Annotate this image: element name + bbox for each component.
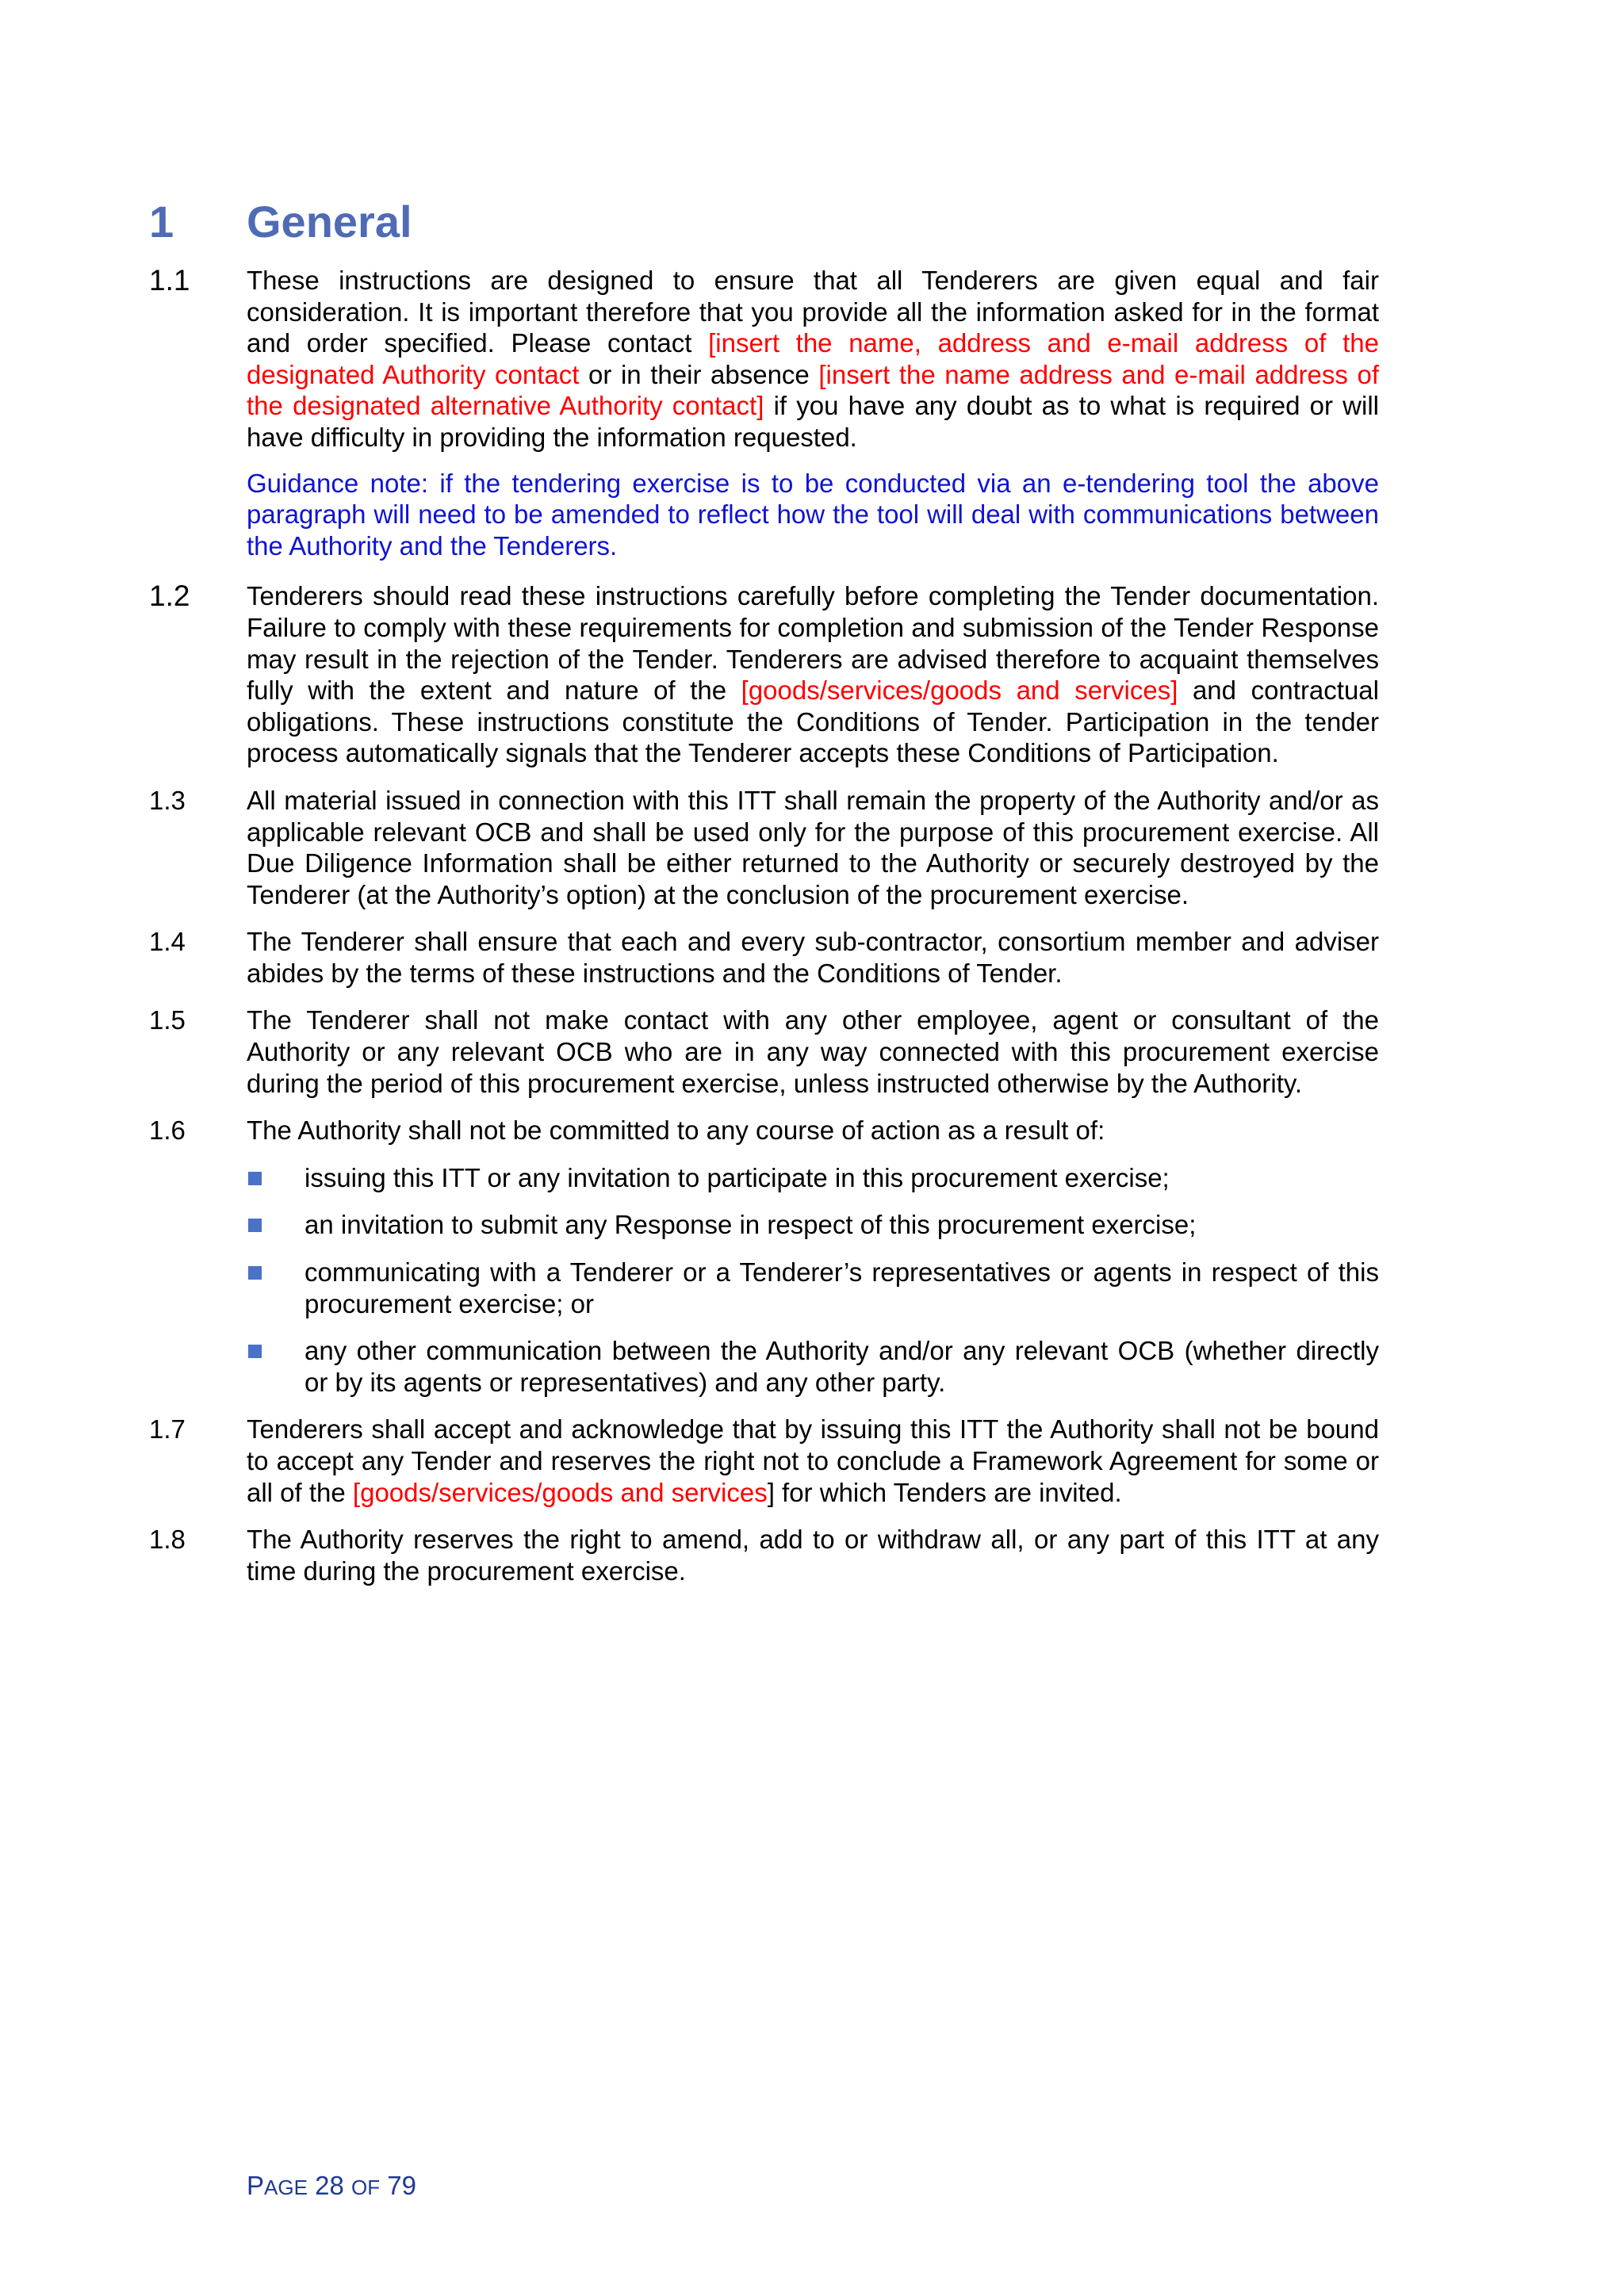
list-item-text: an invitation to submit any Response in respect of this procurement exercise; <box>304 1210 1197 1240</box>
paragraph-number: 1.6 <box>149 1115 186 1146</box>
paragraph-text: All material issued in connection with this ITT shall remain the property of the Authority and/or as applicable relevant OCB and shall be used only for the purpose of this procurement exercise. All Due Diligence Information shall be either returned to the Authority or securely destroyed by the Tenderer (at the Authority’s option) at the conclusion of the procurement exercise. <box>247 785 1379 909</box>
list-item <box>247 1335 1379 1398</box>
text-run: Tenderers shall accept and acknowledge that by issuing this ITT the Authority shall not be bound to accept any Tender and reserves the right not to conclude a Framework Agreement for some or all of the <box>247 1414 1379 1507</box>
paragraph-1-4 <box>149 926 1379 989</box>
square-bullet-icon <box>247 1209 304 1241</box>
placeholder-text: [goods/services/goods and services] <box>741 675 1178 706</box>
paragraph-1-8 <box>149 1524 1379 1586</box>
square-bullet-icon <box>247 1335 304 1398</box>
section-content <box>149 265 1379 1602</box>
paragraph-1-5 <box>149 1004 1379 1099</box>
list-item <box>247 1162 1379 1194</box>
paragraph-1-2 <box>149 580 1379 769</box>
paragraph-1-1 <box>149 265 1379 453</box>
bullet-list <box>247 1162 1379 1399</box>
square-bullet-icon <box>247 1257 304 1319</box>
paragraph-text <box>247 580 1379 769</box>
paragraph-text: The Authority reserves the right to amend, add to or withdraw all, or any part of this ITT at any time during the procurement exercise. <box>247 1525 1379 1586</box>
section-number: 1 <box>149 197 174 247</box>
section-title: General <box>247 197 412 247</box>
text-run: if you have any doubt as to what is required or will have difficulty in providing the information requested. <box>247 391 1379 452</box>
paragraph-number: 1.7 <box>149 1414 186 1445</box>
paragraph-1-3 <box>149 785 1379 910</box>
paragraph-number: 1.3 <box>149 785 186 815</box>
paragraph-number: 1.8 <box>149 1525 186 1555</box>
list-item <box>247 1257 1379 1319</box>
paragraph-1-7 <box>149 1414 1379 1508</box>
total-page-count: 79 <box>387 2171 416 2200</box>
paragraph-text: The Authority shall not be committed to any course of action as a result of: <box>247 1115 1105 1146</box>
paragraph-text <box>247 265 1379 453</box>
text-run: ] for which Tenders are invited. <box>767 1477 1122 1507</box>
paragraph-number: 1.1 <box>149 264 190 297</box>
list-item-text: communicating with a Tenderer or a Tenderer’s representatives or agents in respect of this procurement exercise; or <box>304 1257 1379 1318</box>
footer-page-rest: AGE <box>264 2175 308 2199</box>
paragraph-number: 1.5 <box>149 1005 186 1035</box>
text-run: These instructions are designed to ensure that all Tenderers are given equal and fair consideration. It is important therefore that you provide all the information asked for in the format and order specified. Please contact <box>247 266 1379 358</box>
paragraph-text: The Tenderer shall ensure that each and every sub-contractor, consortium member and adviser abides by the terms of these instructions and the Conditions of Tender. <box>247 927 1379 988</box>
list-item-text: issuing this ITT or any invitation to participate in this procurement exercise; <box>304 1162 1170 1192</box>
text-run: and contractual obligations. These instructions constitute the Conditions of Tender. Participation in the tender process automatically signals that the Tenderer accepts these Conditions of Participation. <box>247 675 1379 768</box>
placeholder-text: [goods/services/goods and services <box>352 1477 768 1507</box>
list-item-text: any other communication between the Authority and/or any relevant OCB (whether directly or by its agents or representatives) and any other party. <box>304 1336 1379 1397</box>
placeholder-text: [insert the name address and e-mail address of the designated alternative Authority contact] <box>247 359 1379 421</box>
footer-page-initial: P <box>247 2171 265 2200</box>
current-page-number: 28 <box>315 2171 344 2200</box>
page-footer <box>247 2170 416 2203</box>
section-heading <box>149 194 412 250</box>
text-run: Tenderers should read these instructions carefully before completing the Tender documentation. Failure to comply with these requirements for completion and submission of the Tender Response may result in the rejection of the Tender. Tenderers are advised therefore to acquaint themselves fully with the extent and nature of the <box>247 581 1379 706</box>
paragraph-text: The Tenderer shall not make contact with any other employee, agent or consultant of the Authority or any relevant OCB who are in any way connected with this procurement exercise during the period of this procurement exercise, unless instructed otherwise by the Authority. <box>247 1005 1379 1098</box>
square-bullet-icon <box>247 1162 304 1194</box>
paragraph-1-6 <box>149 1115 1379 1146</box>
paragraph-number: 1.2 <box>149 580 190 613</box>
paragraph-text <box>247 1414 1379 1508</box>
footer-of: OF <box>351 2175 381 2199</box>
guidance-note: Guidance note: if the tendering exercise is to be conducted via an e-tendering tool the above paragraph will need to be amended to reflect how the tool will deal with communications between the Authority and the Tenderers. <box>247 468 1379 561</box>
text-run: or in their absence <box>579 359 819 389</box>
list-item <box>247 1209 1379 1241</box>
paragraph-number: 1.4 <box>149 927 186 957</box>
placeholder-text: [insert the name, address and e-mail address of the designated Authority contact <box>247 328 1379 389</box>
